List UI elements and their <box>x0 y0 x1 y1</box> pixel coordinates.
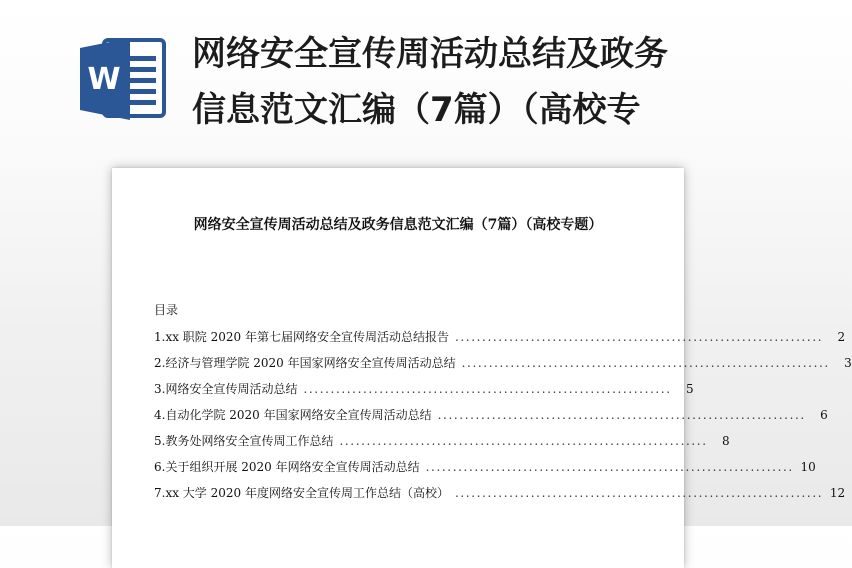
toc-entry-page: 10 <box>800 460 816 474</box>
toc-entry-1[interactable] <box>154 328 846 354</box>
toc-entry-text: 3.网络安全宣传周活动总结 <box>154 382 298 396</box>
toc-leader-dots: .................................................................... <box>339 434 708 448</box>
header <box>0 0 800 140</box>
toc-entry-text: 5.教务处网络安全宣传周工作总结 <box>154 434 334 448</box>
toc-entry-page: 3 <box>844 356 852 370</box>
toc-entry-7[interactable] <box>154 484 846 510</box>
toc-leader-dots: .................................................................... <box>461 356 830 370</box>
toc-leader-dots: .................................................................... <box>454 486 824 500</box>
toc-entry-text: 1.xx 职院 2020 年第七届网络安全宣传周活动总结报告 <box>154 330 449 344</box>
toc-entry-text: 2.经济与管理学院 2020 年国家网络安全宣传周活动总结 <box>154 356 456 370</box>
toc-entry-text: 6.关于组织开展 2020 年网络安全宣传周活动总结 <box>154 460 420 474</box>
table-of-contents <box>154 328 852 510</box>
header-title <box>192 26 782 138</box>
toc-entry-6[interactable] <box>154 458 816 484</box>
toc-leader-dots: .................................................................... <box>454 330 824 344</box>
toc-entry-4[interactable] <box>154 406 828 432</box>
word-icon <box>74 30 170 126</box>
document-page <box>112 168 852 568</box>
toc-entry-2[interactable] <box>154 354 852 380</box>
toc-entry-3[interactable] <box>154 380 694 406</box>
header-title-line-2: 信息范文汇编（7篇）（高校专 <box>192 90 641 130</box>
svg-text:W: W <box>87 62 121 97</box>
toc-entry-text: 4.自动化学院 2020 年国家网络安全宣传周活动总结 <box>154 408 432 422</box>
header-title-line-1: 网络安全宣传周活动总结及政务 <box>192 34 668 74</box>
toc-leader-dots: .................................................................... <box>425 460 794 474</box>
toc-leader-dots: .................................................................... <box>303 382 672 396</box>
document-title: 网络安全宣传周活动总结及政务信息范文汇编（7篇）（高校专题） <box>193 217 603 233</box>
toc-entry-page: 12 <box>829 486 846 500</box>
toc-entry-text: 7.xx 大学 2020 年度网络安全宣传周工作总结（高校） <box>154 486 449 500</box>
toc-entry-5[interactable] <box>154 432 730 458</box>
toc-leader-dots: .................................................................... <box>437 408 806 422</box>
toc-heading: 目录 <box>154 303 179 317</box>
toc-entry-page: 5 <box>686 382 694 396</box>
toc-entry-page: 6 <box>820 408 828 422</box>
toc-entry-page: 8 <box>722 434 730 448</box>
toc-entry-page: 2 <box>837 330 846 344</box>
